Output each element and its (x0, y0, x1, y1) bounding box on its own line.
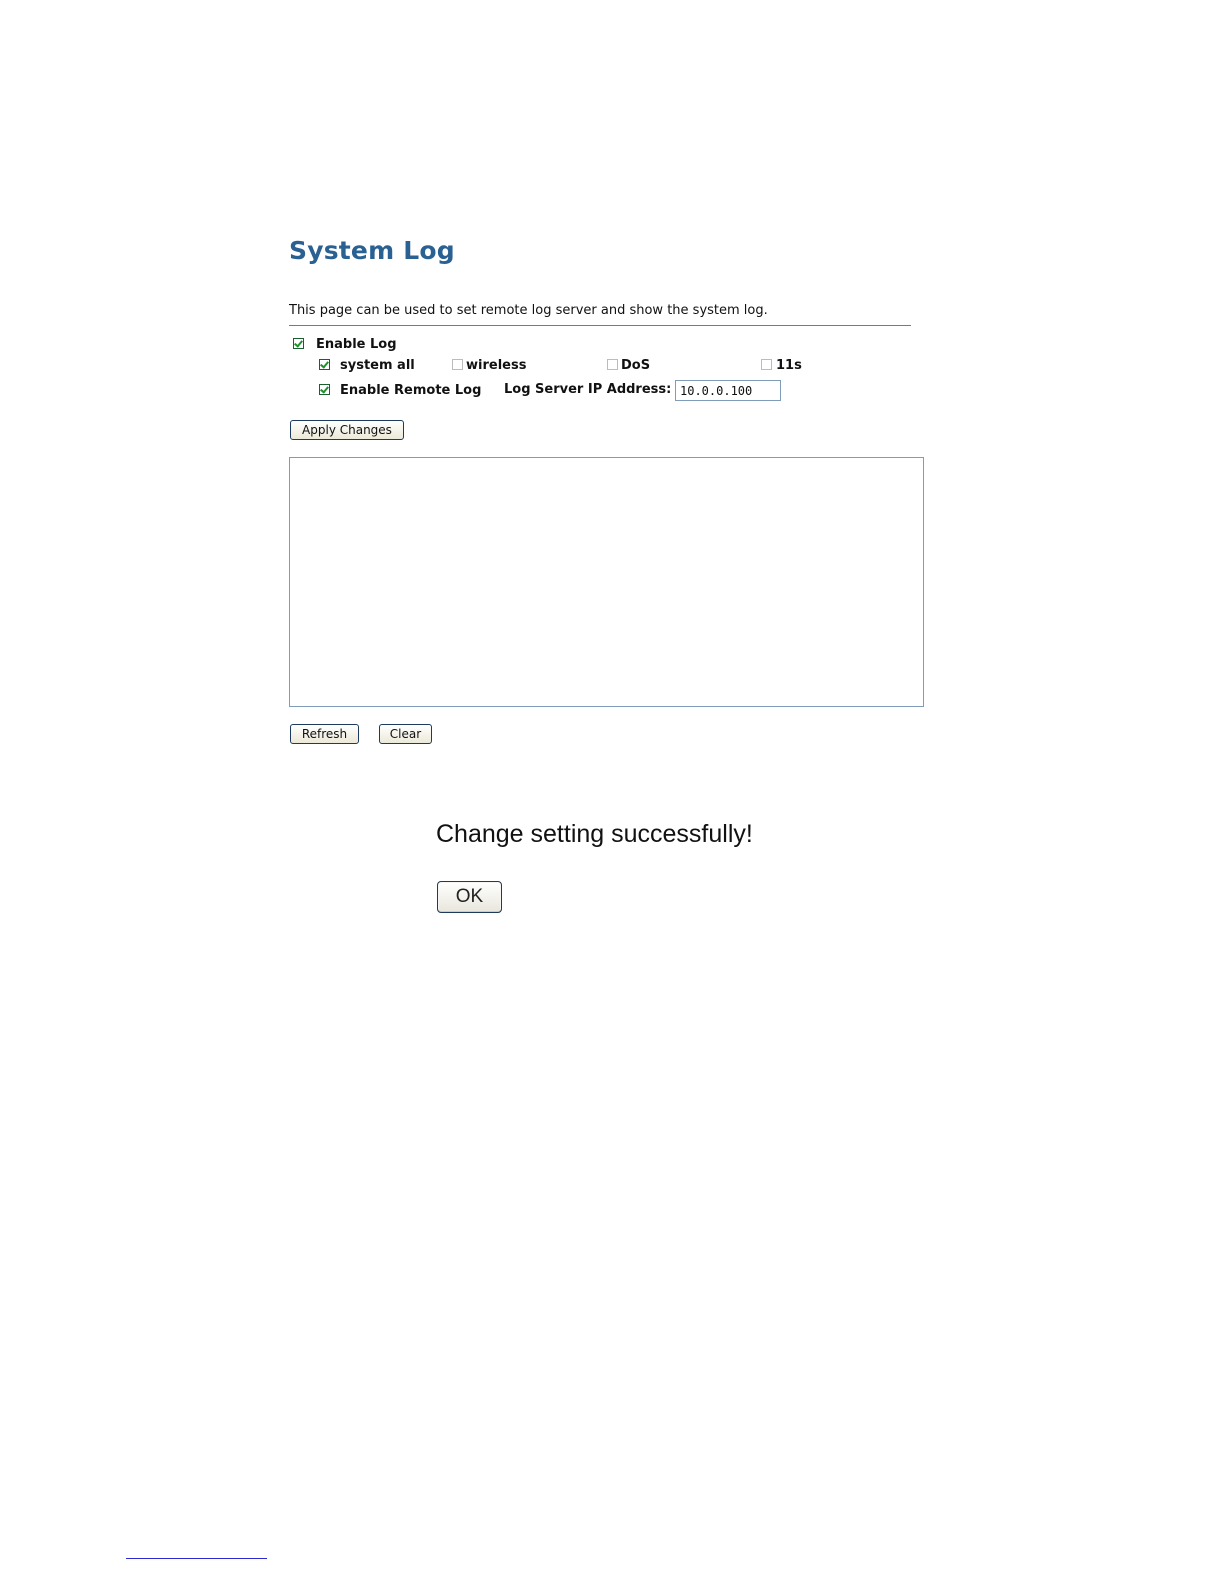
log-server-ip-label: Log Server IP Address: (504, 382, 672, 397)
clear-button[interactable]: Clear (379, 724, 432, 744)
refresh-button[interactable]: Refresh (290, 724, 359, 744)
dos-checkbox[interactable] (607, 359, 618, 370)
page-description: This page can be used to set remote log server and show the system log. (289, 303, 768, 318)
enable-log-checkbox[interactable] (293, 338, 304, 349)
wireless-label: wireless (466, 358, 527, 373)
dos-label: DoS (621, 358, 651, 373)
wireless-checkbox[interactable] (452, 359, 463, 370)
11s-checkbox[interactable] (761, 359, 772, 370)
system-log-textarea[interactable] (289, 457, 924, 707)
footnote-divider (126, 1558, 267, 1559)
apply-changes-button[interactable]: Apply Changes (290, 420, 404, 440)
ok-button[interactable]: OK (437, 881, 502, 913)
11s-label: 11s (776, 358, 802, 373)
page-title: System Log (289, 236, 455, 265)
divider (289, 325, 911, 326)
enable-remote-log-checkbox[interactable] (319, 384, 330, 395)
enable-remote-log-label: Enable Remote Log (340, 383, 482, 398)
enable-log-label: Enable Log (316, 337, 397, 352)
system-all-checkbox[interactable] (319, 359, 330, 370)
log-server-ip-input[interactable] (675, 380, 781, 401)
system-all-label: system all (340, 358, 415, 373)
success-message: Change setting successfully! (436, 820, 753, 848)
